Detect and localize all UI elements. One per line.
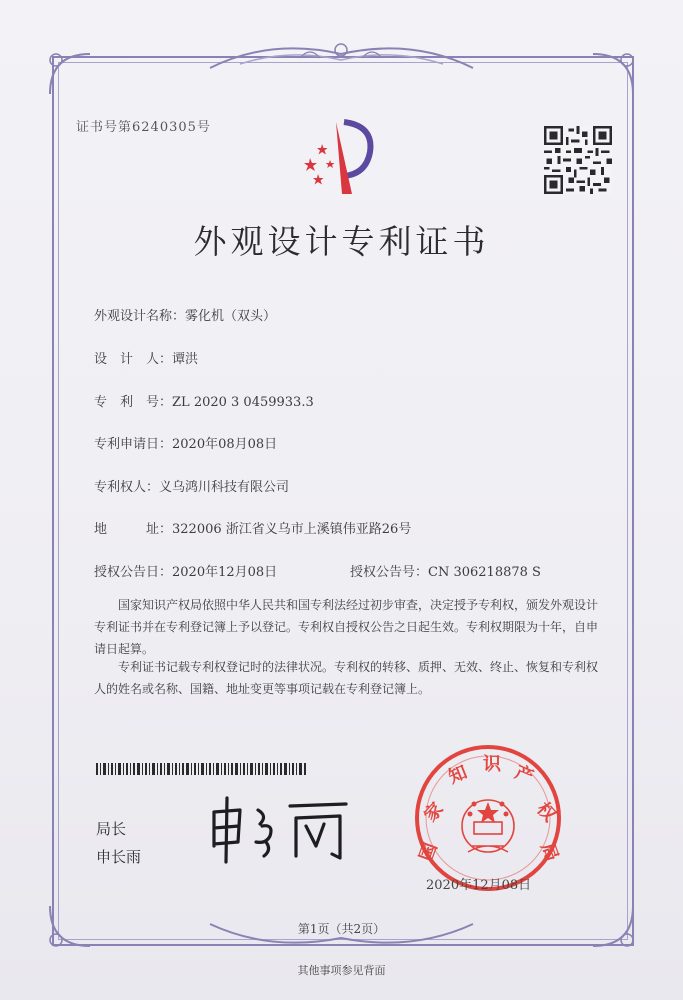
corner-ornament-icon — [40, 44, 100, 104]
legal-status-paragraph: 专利证书记载专利权登记时的法律状况。专利权的转移、质押、无效、终止、恢复和专利权人的姓名或名称、国籍、地址变更等事项记载在专利登记簿上。 — [94, 660, 599, 696]
svg-text:家: 家 — [420, 798, 448, 827]
filing-date-row — [94, 433, 277, 452]
grant-number-row — [350, 561, 541, 580]
address-value: 322006 浙江省义乌市上溪镇伟亚路26号 — [172, 522, 412, 537]
grant-number-label: 授权公告号： — [350, 565, 429, 580]
barcode-icon — [96, 763, 306, 775]
design-name-value: 雾化机（双头） — [185, 309, 277, 324]
svg-text:识: 识 — [483, 754, 501, 775]
svg-text:国: 国 — [415, 840, 442, 865]
grant-statement-paragraph: 国家知识产权局依照中华人民共和国专利法经过初步审查，决定授予专利权，颁发外观设计专利证书并在专利登记簿上予以登记。专利权自授权公告之日起生效。专利权期限为十年，自申请日起算。 — [94, 598, 599, 656]
patent-number-label: 专 利 号： — [94, 395, 173, 410]
svg-text:局: 局 — [536, 840, 563, 865]
address-row — [94, 518, 411, 537]
chief-title: 局长 — [96, 820, 127, 838]
designer-row — [94, 348, 198, 367]
designer-label: 设 计 人： — [94, 352, 173, 367]
seal-date: 2020年12月08日 — [426, 878, 532, 893]
qr-code-icon — [544, 126, 612, 194]
grant-date-label: 授权公告日： — [94, 565, 173, 580]
filing-date-value: 2020年08月08日 — [172, 437, 278, 452]
grant-date-row — [94, 561, 277, 580]
grant-date-value: 2020年12月08日 — [172, 565, 278, 580]
designer-value: 谭洪 — [172, 352, 199, 367]
svg-text:产: 产 — [511, 761, 537, 789]
filing-date-label: 专利申请日： — [94, 437, 173, 452]
svg-text:权: 权 — [532, 798, 560, 827]
address-label: 地 址： — [94, 522, 173, 537]
handwritten-signature — [200, 790, 360, 866]
design-name-label: 外观设计名称： — [94, 309, 186, 324]
corner-ornament-icon — [583, 44, 643, 104]
grant-number-value: CN 306218878 S — [428, 565, 541, 580]
patent-number-row — [94, 391, 314, 410]
patentee-label: 专利权人： — [94, 480, 160, 495]
svg-text:知: 知 — [445, 761, 471, 789]
patentee-value: 义乌鸿川科技有限公司 — [159, 480, 290, 495]
official-seal — [412, 742, 564, 894]
certificate-number: 证书号第6240305号 — [76, 120, 211, 135]
chief-name: 申长雨 — [96, 848, 142, 866]
patent-number-value: ZL 2020 3 0459933.3 — [172, 395, 314, 410]
footer-note: 其他事项参见背面 — [297, 964, 386, 977]
top-ornament-icon — [200, 34, 483, 78]
page-number: 第1页（共2页） — [297, 922, 386, 936]
patentee-row — [94, 476, 289, 495]
cnipa-logo-icon — [296, 114, 380, 198]
design-name-row — [94, 305, 276, 324]
certificate-title: 外观设计专利证书 — [193, 222, 490, 261]
